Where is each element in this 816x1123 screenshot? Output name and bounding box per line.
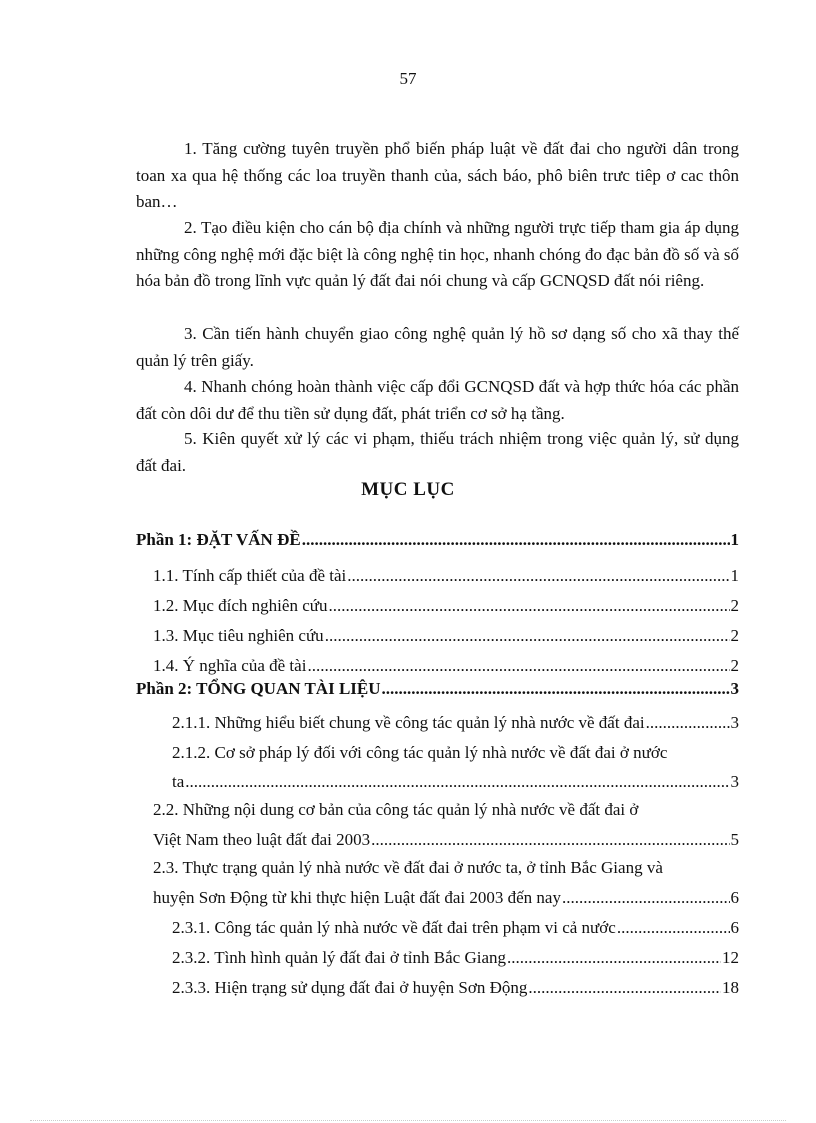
toc-entry[interactable] [153, 596, 739, 620]
toc-entry-page: 12 [722, 948, 739, 967]
toc-entry[interactable] [136, 530, 739, 554]
toc-entry[interactable] [172, 978, 739, 1002]
toc-entry-page: 2 [730, 656, 739, 675]
recommendation-3: 3. Cần tiến hành chuyển giao công nghệ quản lý hồ sơ dạng số cho xã thay thế quản lý trên giấy. [136, 324, 739, 370]
toc-entry-text-line1[interactable]: 2.2. Những nội dung cơ bản của công tác quản lý nhà nước về đất đai ở [153, 800, 639, 819]
toc-entry-text: 1.4. Ý nghĩa của đề tài [153, 656, 307, 675]
toc-entry-page: 3 [730, 772, 739, 791]
toc-entry-text: Phần 1: ĐẶT VẤN ĐỀ [136, 530, 301, 549]
toc-entry-text: 1.3. Mục tiêu nghiên cứu [153, 626, 324, 645]
toc-entry-text-line1[interactable]: 2.3. Thực trạng quản lý nhà nước về đất đai ở nước ta, ở tỉnh Bắc Giang và [153, 858, 663, 877]
toc-leader [371, 830, 729, 850]
page-bottom-divider [30, 1120, 786, 1121]
toc-entry[interactable] [153, 566, 739, 590]
toc-entry-text: 2.3.3. Hiện trạng sử dụng đất đai ở huyện Sơn Động [172, 978, 528, 997]
recommendation-1: 1. Tăng cường tuyên truyền phổ biến pháp luật về đất đai cho người dân trong toan xa qua hệ thống các loa truyền thanh của, sách báo, phô biên trưc tiêp ơ cac thôn ban… [136, 139, 739, 211]
toc-title: MỤC LỤC [361, 479, 455, 500]
toc-entry-page: 6 [730, 918, 739, 937]
toc-entry-page: 3 [730, 713, 739, 732]
toc-entry-text: 1.2. Mục đích nghiên cứu [153, 596, 328, 615]
toc-entry-page: 3 [730, 679, 739, 698]
toc-leader [325, 626, 730, 646]
page-number: 57 [399, 69, 417, 88]
toc-leader [328, 596, 729, 616]
recommendation-2: 2. Tạo điều kiện cho cán bộ địa chính và những người trực tiếp tham gia áp dụng những công nghệ mới đặc biệt là công nghệ tin học, nhanh chóng đo đạc bản đồ số và số hóa bản đồ trong lĩnh vực quản lý đất đai nói chung và cấp GCNQSD đất nói riêng. [136, 218, 739, 290]
toc-entry-page: 2 [730, 626, 739, 645]
toc-entry[interactable] [153, 830, 739, 854]
toc-leader [507, 948, 721, 968]
toc-entry-page: 2 [730, 596, 739, 615]
toc-entry-text-line2: Việt Nam theo luật đất đai 2003 [153, 830, 371, 849]
toc-leader [562, 888, 730, 908]
toc-leader [302, 530, 730, 550]
toc-leader [307, 656, 729, 676]
toc-leader [617, 918, 730, 938]
toc-leader [347, 566, 729, 586]
toc-entry[interactable] [172, 713, 739, 737]
toc-leader [382, 679, 730, 699]
toc-entry-page: 6 [730, 888, 739, 907]
toc-entry-page: 1 [730, 530, 739, 549]
recommendation-5: 5. Kiên quyết xử lý các vi phạm, thiếu trách nhiệm trong việc quản lý, sử dụng đất đai. [136, 429, 739, 475]
toc-entry-text: 1.1. Tính cấp thiết của đề tài [153, 566, 347, 585]
toc-entry-text: Phần 2: TỔNG QUAN TÀI LIỆU [136, 679, 381, 698]
toc-leader [646, 713, 730, 733]
toc-entry-page: 1 [730, 566, 739, 585]
toc-entry[interactable] [136, 679, 739, 703]
toc-entry-text-line2: ta [172, 772, 185, 791]
toc-entry-page: 5 [730, 830, 739, 849]
toc-entry-text: 2.3.1. Công tác quản lý nhà nước về đất đai trên phạm vi cả nước [172, 918, 616, 937]
toc-leader [185, 772, 729, 792]
toc-entry[interactable] [172, 918, 739, 942]
toc-entry-text: 2.3.2. Tình hình quản lý đất đai ở tỉnh Bắc Giang [172, 948, 506, 967]
toc-entry[interactable] [172, 772, 739, 796]
toc-entry-text-line2: huyện Sơn Động từ khi thực hiện Luật đất đai 2003 đến nay [153, 888, 561, 907]
toc-entry[interactable] [153, 626, 739, 650]
toc-entry[interactable] [172, 948, 739, 972]
toc-entry-text: 2.1.1. Những hiểu biết chung về công tác quản lý nhà nước về đất đai [172, 713, 645, 732]
recommendation-4: 4. Nhanh chóng hoàn thành việc cấp đổi GCNQSD đất và hợp thức hóa các phần đất còn dôi dư để thu tiền sử dụng đất, phát triển cơ sở hạ tầng. [136, 377, 739, 423]
toc-entry[interactable] [153, 656, 739, 680]
toc-entry[interactable] [153, 888, 739, 912]
toc-entry-page: 18 [722, 978, 739, 997]
toc-leader [528, 978, 721, 998]
toc-entry-text-line1[interactable]: 2.1.2. Cơ sở pháp lý đối với công tác quản lý nhà nước về đất đai ở nước [172, 743, 668, 762]
